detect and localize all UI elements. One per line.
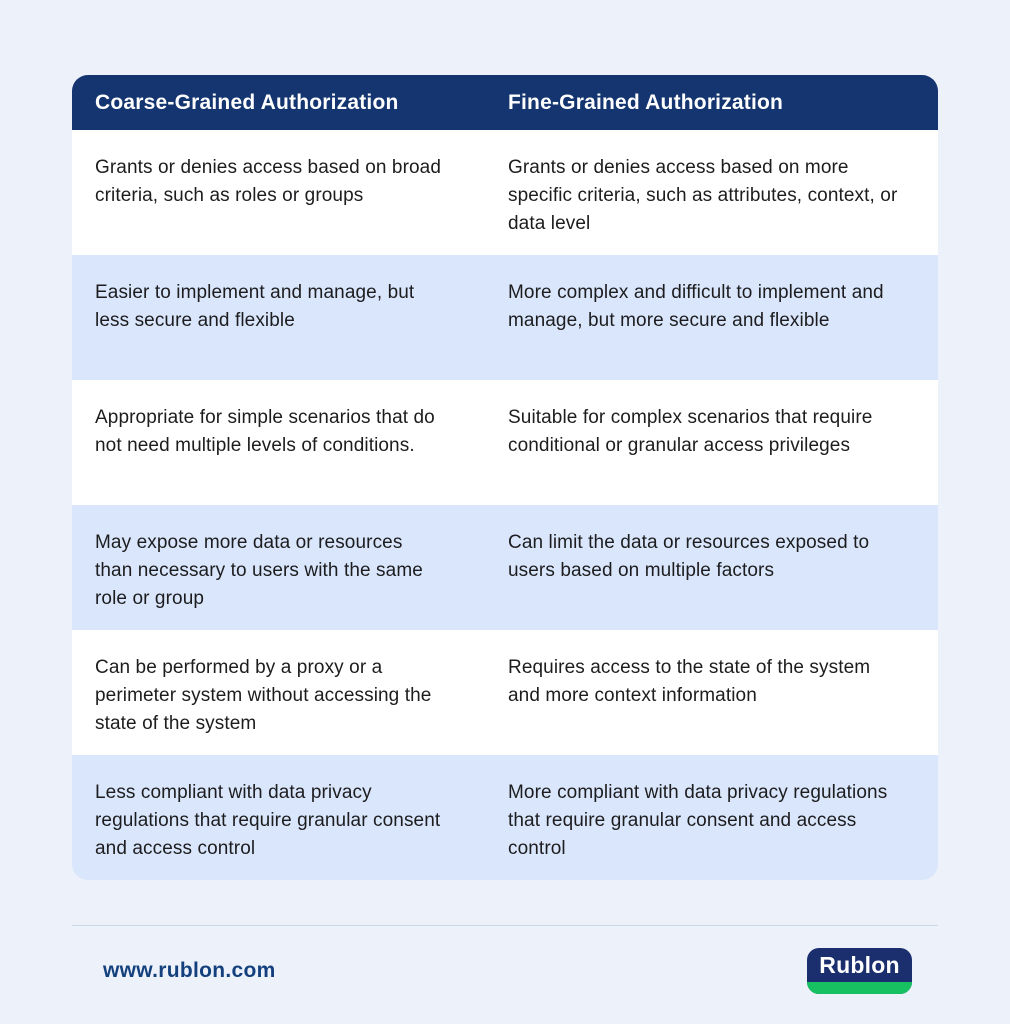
rublon-logo-text: Rublon bbox=[819, 951, 900, 978]
coarse-grained-cell: Easier to implement and manage, but less secure and flexible bbox=[95, 282, 415, 331]
footer bbox=[72, 948, 938, 994]
fine-grained-cell: More complex and difficult to implement and manage, but more secure and flexible bbox=[508, 282, 884, 331]
website-link[interactable]: www.rublon.com bbox=[103, 959, 276, 982]
rublon-logo-green-stripe bbox=[807, 982, 912, 994]
comparison-table bbox=[72, 75, 938, 880]
coarse-grained-cell: May expose more data or resources than necessary to users with the same role or group bbox=[95, 532, 423, 609]
column-header-fine-grained: Fine-Grained Authorization bbox=[508, 90, 784, 114]
fine-grained-cell: Requires access to the state of the system and more context information bbox=[508, 657, 871, 706]
fine-grained-cell: More compliant with data privacy regulations that require granular consent and access control bbox=[508, 782, 888, 859]
column-header-coarse-grained: Coarse-Grained Authorization bbox=[95, 90, 399, 114]
table-row bbox=[72, 755, 938, 880]
fine-grained-cell: Grants or denies access based on more specific criteria, such as attributes, context, or data level bbox=[508, 157, 898, 234]
table-header-row bbox=[72, 75, 938, 130]
coarse-grained-cell: Appropriate for simple scenarios that do not need multiple levels of conditions. bbox=[95, 407, 435, 456]
table-row bbox=[72, 380, 938, 505]
table-row bbox=[72, 255, 938, 380]
footer-divider bbox=[72, 925, 938, 926]
coarse-grained-cell: Can be performed by a proxy or a perimeter system without accessing the state of the system bbox=[95, 657, 432, 734]
table-row bbox=[72, 505, 938, 630]
fine-grained-cell: Can limit the data or resources exposed to users based on multiple factors bbox=[508, 532, 870, 581]
table-row bbox=[72, 130, 938, 255]
table-row bbox=[72, 630, 938, 755]
rublon-logo bbox=[807, 948, 912, 994]
coarse-grained-cell: Grants or denies access based on broad criteria, such as roles or groups bbox=[95, 157, 442, 206]
fine-grained-cell: Suitable for complex scenarios that require conditional or granular access privileges bbox=[508, 407, 873, 456]
coarse-grained-cell: Less compliant with data privacy regulations that require granular consent and access control bbox=[95, 782, 441, 859]
